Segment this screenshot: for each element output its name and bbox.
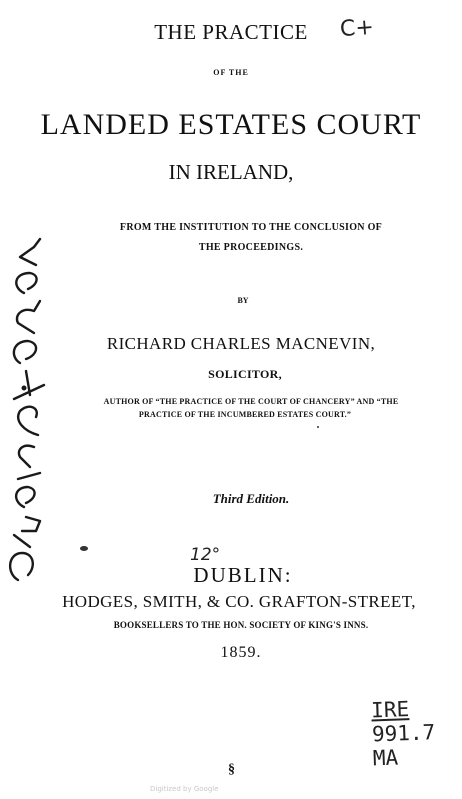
edition: Third Edition.: [212, 491, 290, 506]
library-shelfmark: [371, 696, 455, 771]
author-role: SOLICITOR,: [208, 367, 282, 381]
title-line-2: OF THE: [213, 68, 249, 77]
title-line-4: IN IRELAND,: [168, 160, 294, 184]
title-line-1: THE PRACTICE: [154, 20, 308, 44]
author-works-line-1: AUTHOR OF “THE PRACTICE OF THE COURT OF CHANCERY” AND “THE: [103, 397, 399, 406]
handwritten-signature: [0, 235, 56, 595]
author-name: RICHARD CHARLES MACNEVIN,: [106, 334, 376, 353]
subtitle-line-2: THE PROCEEDINGS.: [198, 242, 304, 253]
digitization-footer: Digitized by Google: [150, 785, 219, 793]
ink-dot: [80, 546, 88, 551]
publisher-name: HODGES, SMITH, & CO. GRAFTON-STREET,: [62, 592, 416, 611]
ink-dot: [317, 426, 319, 428]
handwritten-top-right-mark: C+: [339, 14, 375, 43]
author-works-line-2: PRACTICE OF THE INCUMBERED ESTATES COURT.”: [138, 410, 352, 419]
subtitle-line-1: FROM THE INSTITUTION TO THE CONCLUSION OF: [119, 222, 383, 233]
shelfmark-line-3: MA: [372, 745, 399, 771]
shelfmark-line-1: IRE: [370, 697, 410, 723]
by-label: BY: [237, 296, 249, 305]
publisher-city: DUBLIN:: [193, 563, 293, 587]
bottom-mark: §: [228, 762, 235, 777]
booksellers-line: BOOKSELLERS TO THE HON. SOCIETY OF KING'S INNS.: [113, 620, 369, 630]
handwritten-margin-number: 12°: [190, 545, 221, 565]
title-line-3: LANDED ESTATES COURT: [40, 108, 422, 141]
shelfmark-line-2: 991.7: [371, 720, 436, 747]
publication-year: 1859.: [220, 644, 262, 661]
